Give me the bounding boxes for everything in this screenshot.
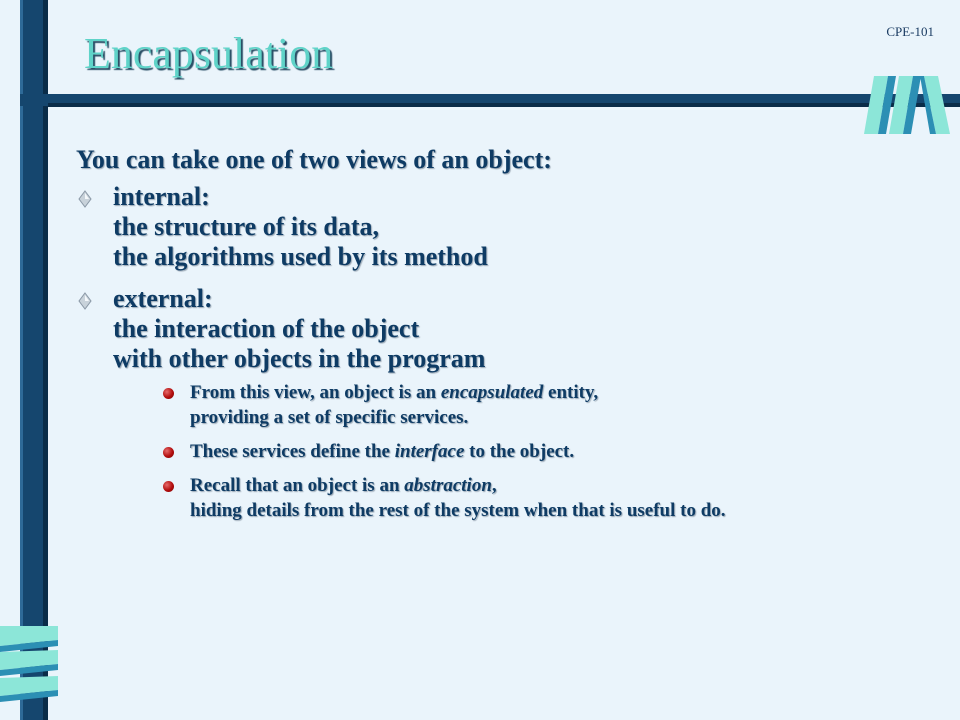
sub-bullet-abstraction xyxy=(113,473,936,523)
sub-bullet-encapsulated xyxy=(113,380,936,430)
course-code: CPE-101 xyxy=(886,24,934,39)
bullet-line: internal: xyxy=(113,182,210,211)
sub-bullet-list xyxy=(113,380,936,523)
page-title: Encapsulation xyxy=(84,29,334,78)
sub-bullet-line: hiding details from the rest of the system when that is useful to do. xyxy=(190,500,726,521)
sub-bullet-line: Recall that an object is an abstraction, xyxy=(190,475,497,496)
red-dot-bullet-icon xyxy=(163,388,174,399)
slide-content xyxy=(76,144,936,535)
stripe-logo-icon xyxy=(864,76,950,134)
bullet-line: external: xyxy=(113,284,213,313)
diamond-bullet-icon xyxy=(78,292,92,310)
stripes-decoration-icon xyxy=(0,626,58,702)
bullet-line: the interaction of the object xyxy=(113,314,420,343)
emphasis-abstraction: abstraction xyxy=(404,475,492,496)
sub-bullet-interface xyxy=(113,439,936,464)
bullet-line: with other objects in the program xyxy=(113,344,486,373)
emphasis-interface: interface xyxy=(394,441,465,462)
bullet-line: the algorithms used by its method xyxy=(113,242,488,271)
bullet-line: the structure of its data, xyxy=(113,212,379,241)
sub-bullet-line: These services define the interface to the object. xyxy=(190,441,575,462)
bullet-internal xyxy=(76,182,936,272)
red-dot-bullet-icon xyxy=(163,481,174,492)
diamond-bullet-icon xyxy=(78,190,92,208)
emphasis-encapsulated: encapsulated xyxy=(440,382,544,403)
sub-bullet-line: From this view, an object is an encapsulated entity, xyxy=(190,382,599,403)
red-dot-bullet-icon xyxy=(163,447,174,458)
sub-bullet-line: providing a set of specific services. xyxy=(190,407,469,428)
bullet-external xyxy=(76,284,936,523)
intro-text: You can take one of two views of an object: xyxy=(76,145,552,174)
